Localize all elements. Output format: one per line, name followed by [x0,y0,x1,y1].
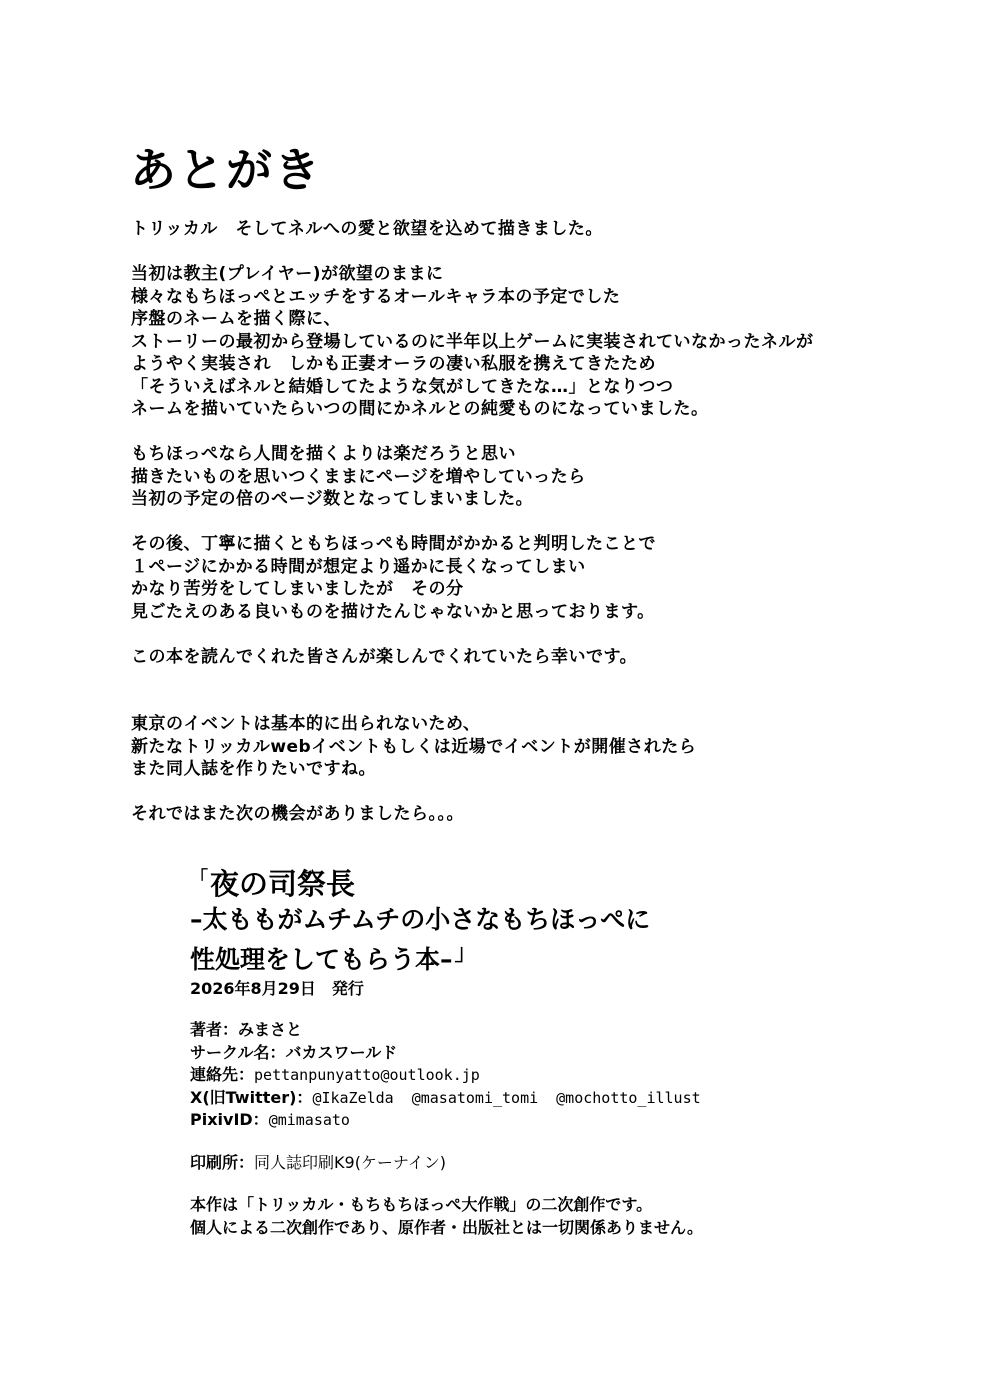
body-line: 当初の予定の倍のページ数となってしまいました。 [131,489,534,509]
pixiv-label: PixivID： [190,1110,269,1129]
afterword-body [131,218,951,826]
body-line: 見ごたえのある良いものを描けたんじゃないかと思っております。 [131,601,655,622]
book-subtitle-line2 [190,937,910,977]
body-line: 序盤のネームを描く際に、 [131,309,341,329]
paragraph-break [131,511,951,534]
x-label: X(旧Twitter)： [190,1087,313,1107]
body-line: 当初は教主(プレイヤー)が欲望のままに [131,264,444,284]
body-line: ストーリーの最初から登場しているのに半年以上ゲームに実装されていなかったネルが [131,331,814,352]
body-line: トリッカル そしてネルへの愛と欲望を込めて描きました。 [131,219,603,239]
book-subtitle-text: 性処理をしてもらう本– [190,945,453,974]
paragraph-break [131,781,951,804]
book-subtitle-line1: –太ももがムチムチの小さなもちほっぺに [190,905,651,934]
book-title-main: 夜の司祭長 [210,867,356,901]
credits [190,1019,910,1132]
title-close-bracket: 」 [454,941,477,966]
x-handle: @mochotto_illust [556,1088,701,1107]
body-line: 新たなトリッカルwebイベントもしくは近場でイベントが開催されたら [131,736,697,757]
author-row [190,1019,910,1042]
release-date: 2026年8月29日 発行 [190,979,364,998]
printer-row [190,1152,910,1175]
body-line: その後、丁寧に描くともちほっぺも時間がかかると判明したことで [131,534,656,554]
circle-name: バカスワールド [285,1042,398,1062]
body-line: ようやく実装され しかも正妻オーラの凄い私服を携えてきたため [131,354,656,374]
contact-email: pettanpunyatto@outlook.jp [254,1066,480,1084]
printer-name: 同人誌印刷K9(ケーナイン) [254,1152,447,1172]
paragraph-break [131,623,951,646]
paragraph-break [131,421,951,444]
disclaimer-line: 本作は「トリッカル・もちもちほっぺ大作戦」の二次創作です。 [190,1195,653,1214]
paragraph-break [131,241,951,264]
colophon [190,862,910,1239]
contact-row [190,1064,910,1087]
body-line: 描きたいものを思いつくままにページを増やしていったら [131,466,586,487]
body-line: 様々なもちほっぺとエッチをするオールキャラ本の予定でした [131,286,621,307]
x-row [190,1087,910,1110]
body-line: 東京のイベントは基本的に出られないため、 [131,714,481,734]
circle-label: サークル名： [190,1042,286,1062]
body-line: もちほっぺなら人間を描くよりは楽だろうと思い [131,444,516,464]
body-line: この本を読んでくれた皆さんが楽しんでくれていたら幸いです。 [131,646,638,667]
body-line: ネームを描いていたらいつの間にかネルとの純愛ものになっていました。 [131,399,709,419]
disclaimer-line: 個人による二次創作であり、原作者・出版社とは一切関係ありません。 [190,1217,703,1237]
disclaimer [190,1194,910,1239]
x-handle: @masatomi_tomi [411,1088,539,1107]
pixiv-row [190,1109,910,1132]
printer-label: 印刷所： [190,1152,255,1172]
author-name: みまさと [238,1020,303,1039]
body-line: それではまた次の機会がありましたら。。。 [131,804,464,824]
x-handle: @IkaZelda [312,1088,394,1107]
pixiv-id: @mimasato [268,1111,350,1129]
author-label: 著者： [190,1020,239,1039]
title-open-bracket: 「 [190,868,208,889]
body-line: 「そういえばネルと結婚してたような気がしてきたな…」となりつつ [131,376,674,397]
contact-label: 連絡先： [190,1065,255,1084]
circle-row [190,1042,910,1065]
body-line: また同人誌を作りたいですね。 [131,759,376,779]
body-line: かなり苦労をしてしまいましたが その分 [131,579,464,599]
paragraph-break [131,668,951,713]
page-title: あとがき [130,143,322,197]
book-title [190,862,910,903]
body-line: １ページにかかる時間が想定より遥かに長くなってしまい [131,556,586,577]
